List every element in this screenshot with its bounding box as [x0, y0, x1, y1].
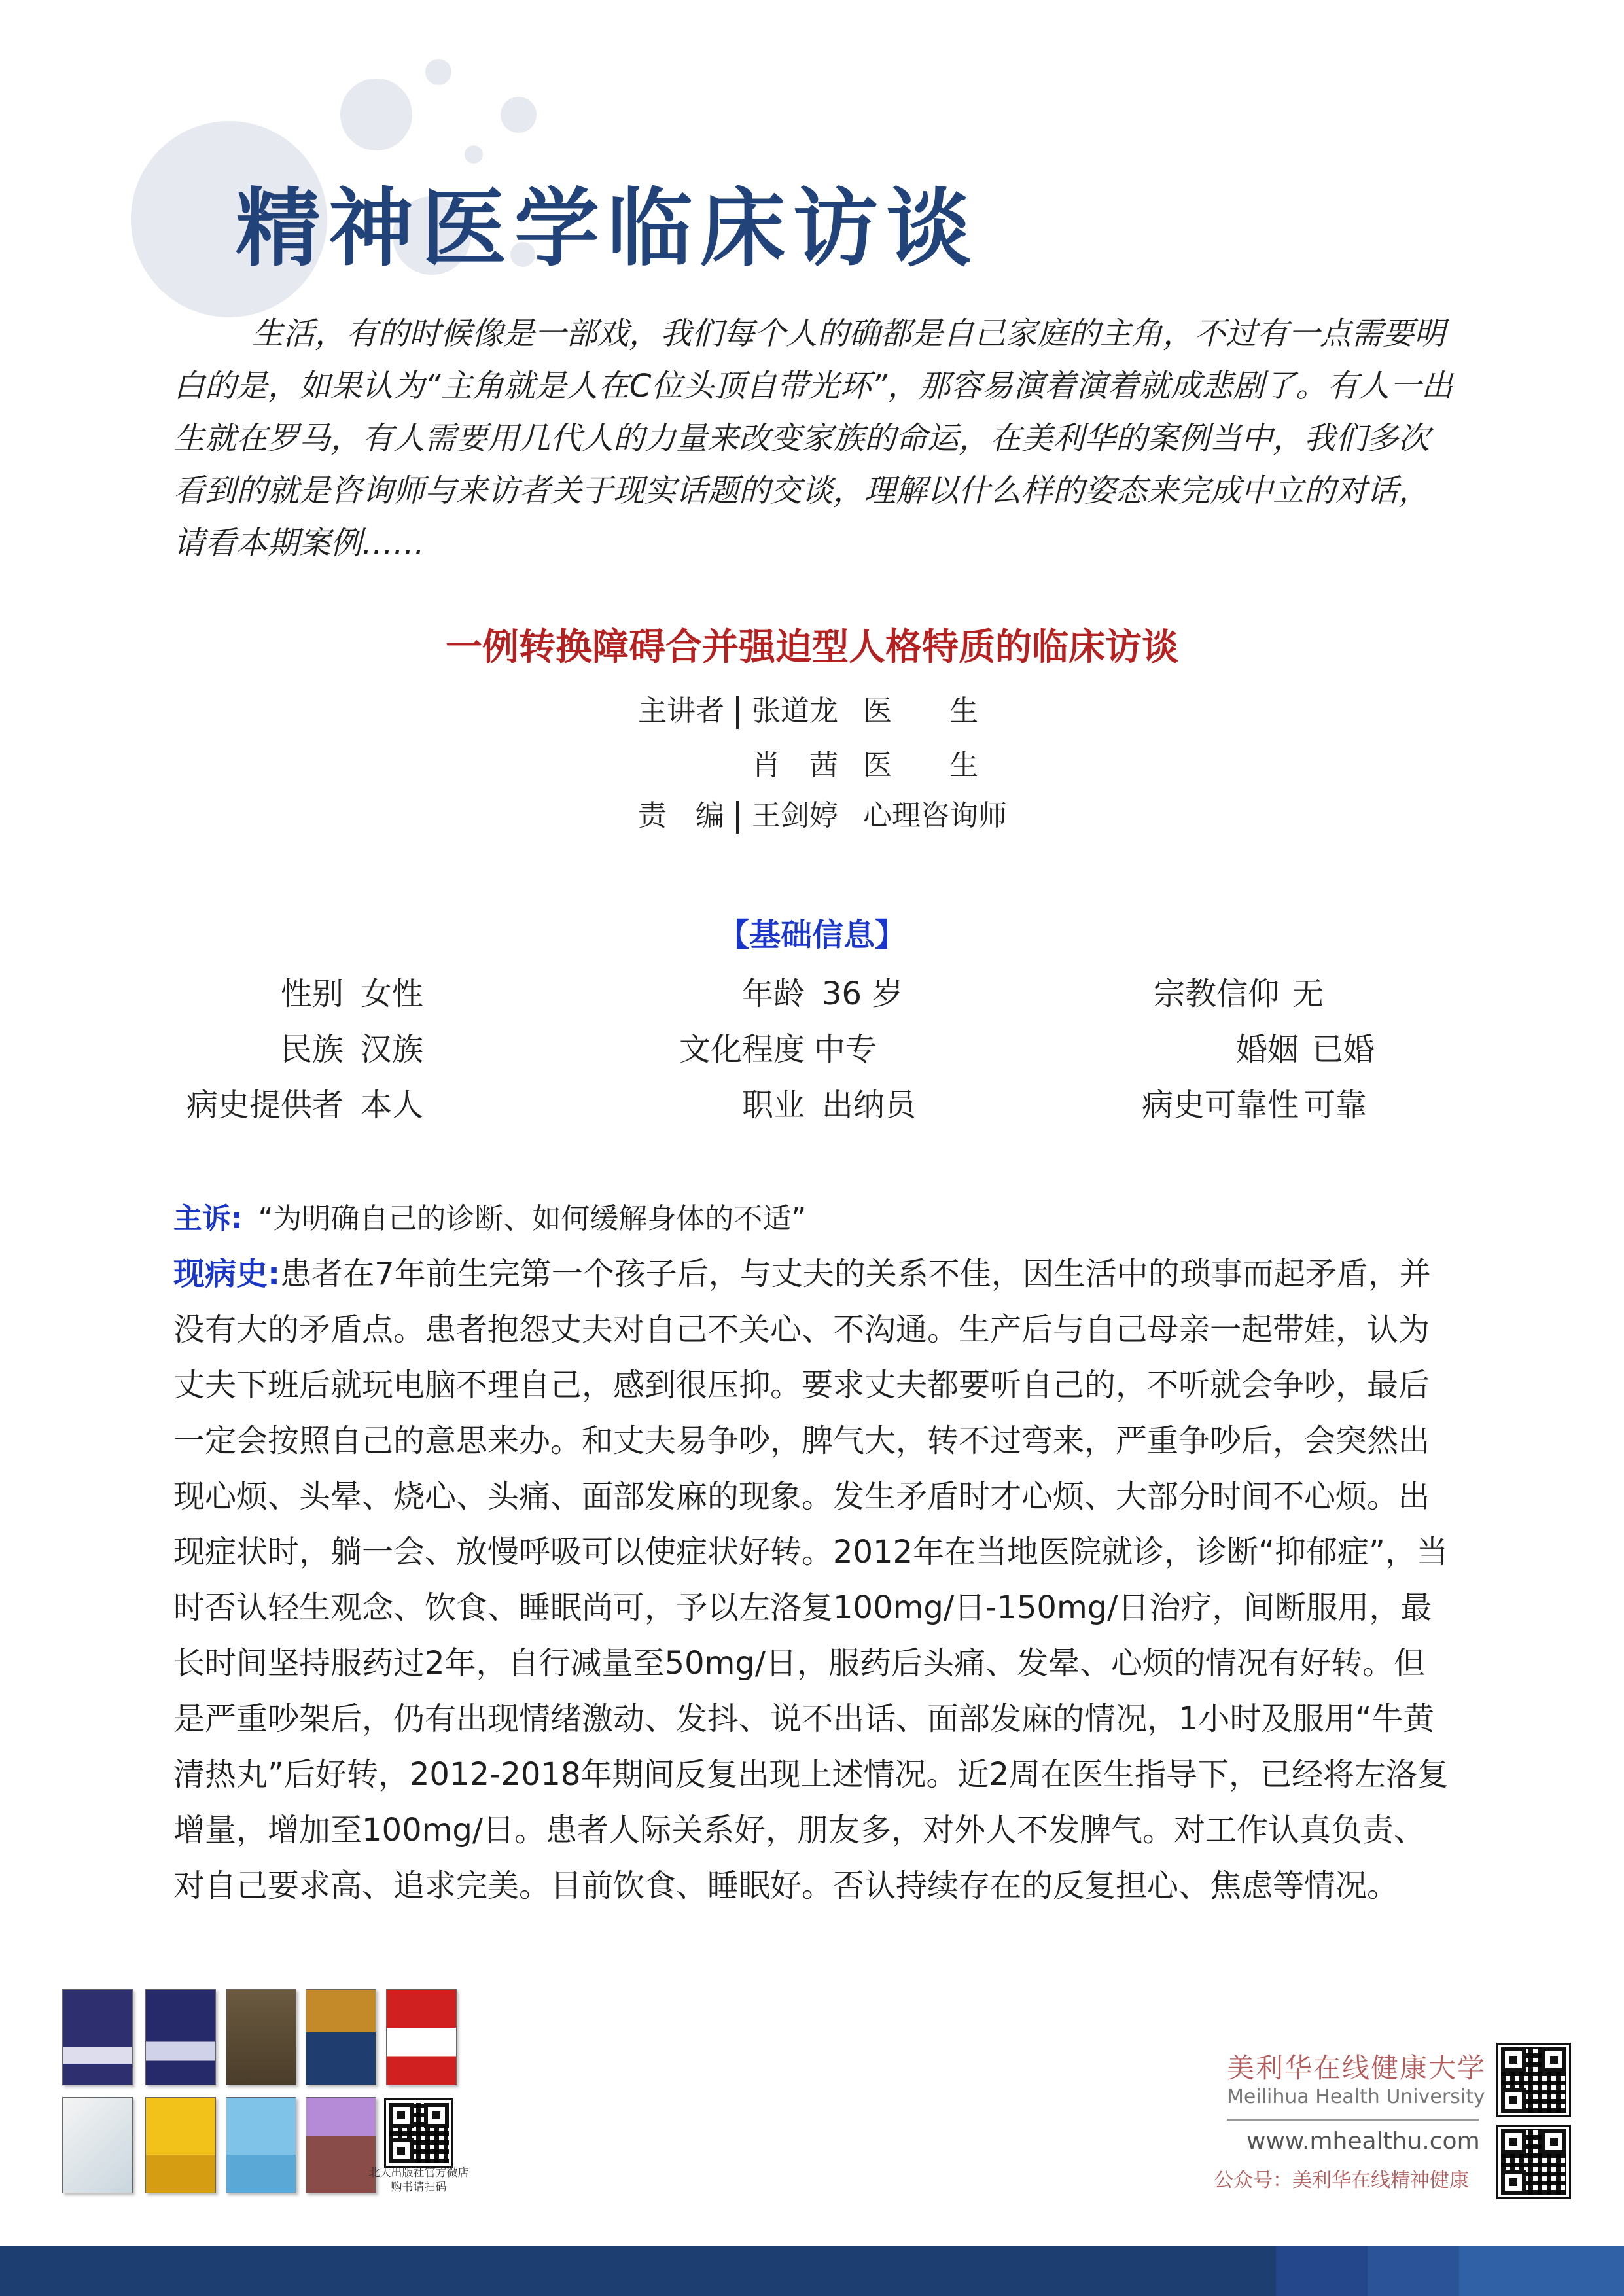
complaint-text: “为明确自己的诊断、如何缓解身体的不适” [258, 1202, 807, 1235]
qr-caption [366, 2166, 471, 2195]
info-label: 职业 [741, 1087, 805, 1123]
intro-paragraph [173, 308, 1456, 569]
info-field [631, 968, 903, 1014]
info-field [1129, 1024, 1375, 1069]
book-cover-dsm5-casebook [226, 1989, 296, 2085]
info-value: 36 岁 [822, 976, 904, 1012]
info-label: 婚姻 [1235, 1031, 1299, 1068]
info-value: 可靠 [1304, 1087, 1368, 1123]
book-cover-dsm5 [62, 1989, 133, 2085]
credit-divider [736, 801, 739, 834]
wechat-qr-code[interactable] [1498, 2127, 1569, 2197]
credit-name: 王剑婷 [752, 799, 838, 832]
qr-eye [1542, 2129, 1566, 2154]
info-value: 出纳员 [822, 1087, 917, 1123]
book-cover-clinical [386, 1989, 457, 2085]
footer-band-segment [1368, 2246, 1459, 2296]
brand-url-link[interactable]: www.mhealthu.com [1246, 2128, 1480, 2155]
info-field [173, 1080, 423, 1125]
brand-public-account: 公众号：美利华在线精神健康 [1214, 2169, 1469, 2192]
decor-bubble [501, 97, 537, 133]
complaint-label: 主诉: [173, 1202, 243, 1235]
qr-eye [1501, 2047, 1526, 2072]
credit-title: 心理咨询师 [863, 799, 1007, 832]
credit-row [638, 741, 978, 783]
info-label: 病史提供者 [186, 1087, 344, 1123]
credit-divider [736, 696, 739, 729]
info-field [1129, 1080, 1367, 1125]
book-cover-counseling-1 [145, 2097, 216, 2193]
info-field [173, 968, 423, 1014]
decor-bubble [340, 79, 412, 150]
qr-eye [1501, 2088, 1526, 2113]
qr-caption-line: 购书请扫码 [391, 2181, 447, 2194]
info-value: 无 [1292, 976, 1324, 1012]
qr-caption-line: 北大出版社官方微店 [368, 2166, 469, 2180]
qr-eye [1542, 2047, 1566, 2072]
present-history [173, 1246, 1456, 1914]
basic-info-heading: 【基础信息】 [717, 917, 906, 953]
history-label: 现病史: [173, 1256, 281, 1292]
qr-eye [1501, 2170, 1526, 2195]
book-cover-dsm5-guide [145, 1989, 216, 2085]
book-cover-counseling-3 [306, 2097, 376, 2193]
case-body [173, 1191, 1456, 1914]
info-label: 宗教信仰 [1153, 976, 1279, 1012]
credit-name: 肖 茜 [752, 749, 838, 782]
info-value: 已婚 [1312, 1031, 1375, 1068]
info-value: 中专 [814, 1031, 877, 1068]
info-value: 汉族 [361, 1031, 424, 1068]
bookstore-qr-code[interactable] [386, 2100, 451, 2166]
book-cover-psychology [62, 2097, 133, 2193]
credit-row [638, 792, 1007, 834]
brand-divider [1227, 2119, 1479, 2121]
credit-role: 主讲者 [638, 694, 724, 728]
footer-band-segment [1459, 2246, 1624, 2296]
qr-eye [1501, 2129, 1526, 2154]
info-label: 性别 [280, 976, 344, 1012]
credit-role: 责 编 [638, 799, 724, 832]
chief-complaint [173, 1191, 1456, 1246]
qr-eye [389, 2103, 414, 2128]
book-cover-counseling-2 [226, 2097, 296, 2193]
info-label: 病史可靠性 [1141, 1087, 1299, 1123]
history-text: 患者在7年前生完第一个孩子后，与丈夫的关系不佳，因生活中的琐事而起矛盾，并没有大的矛盾点。患者抱怨丈夫对自己不关心、不沟通。生产后与自己母亲一起带娃，认为丈夫下班后就玩电脑不理自己，感到很压抑。要求丈夫都要听自己的，不听就会争吵，最后一定会按照自己的意思来办。和丈夫易争吵，脾气大，转不过弯来，严重争吵后，会突然出现心烦、头晕、烧心、头痛、面部发麻的现象。发生矛盾时才心烦、大部分时间不心烦。出现症状时，躺一会、放慢呼吸可以使症状好转。2012年在当地医院就诊，诊断“抑郁症”，当时否认轻生观念、饮食、睡眠尚可，予以左洛复100mg/日-150mg/日治疗，间断服用，最长时间坚持服药过2年，自行减量至50mg/日，服药后头痛、发晕、心烦的情况有好转。但是严重吵架后，仍有出现情绪激动、发抖、说不出话、面部发麻的情况，1小时及服用“牛黄清热丸”后好转，2012-2018年期间反复出现上述情况。近2周在医生指导下，已经将左洛复增量，增加至100mg/日。患者人际关系好，朋友多，对外人不发脾气。对工作认真负责、对自己要求高、追求完美。目前饮食、睡眠好。否认持续存在的反复担心、焦虑等情况。 [173, 1256, 1449, 1904]
credit-row [638, 687, 978, 729]
credit-title: 医 生 [863, 749, 978, 782]
info-field [631, 1080, 916, 1125]
info-field [631, 1024, 877, 1069]
brand-name-cn: 美利华在线健康大学 [1227, 2052, 1487, 2084]
info-label: 文化程度 [679, 1031, 805, 1068]
info-label: 年龄 [741, 976, 805, 1012]
info-field [173, 1024, 423, 1069]
footer-band [0, 2246, 1624, 2296]
book-cover-psychiatry [306, 1989, 376, 2085]
info-value: 女性 [361, 976, 424, 1012]
decor-bubble [425, 59, 451, 85]
info-value: 本人 [361, 1087, 424, 1123]
qr-eye [389, 2138, 414, 2163]
page-title: 精神医学临床访谈 [236, 179, 980, 278]
footer-band-segment [1276, 2246, 1368, 2296]
info-label: 民族 [280, 1031, 344, 1068]
intro-text: 生活，有的时候像是一部戏，我们每个人的确都是自己家庭的主角，不过有一点需要明白的是，如果认为“主角就是人在C位头顶自带光环”，那容易演着演着就成悲剧了。有人一出生就在罗马，有人需要用几代人的力量来改变家族的命运，在美利华的案例当中，我们多次看到的就是咨询师与来访者关于现实话题的交谈，理解以什么样的姿态来完成中立的对话，请看本期案例…… [173, 315, 1453, 561]
info-field [1129, 968, 1324, 1014]
case-title: 一例转换障碍合并强迫型人格特质的临床访谈 [446, 626, 1178, 669]
credit-title: 医 生 [863, 694, 978, 728]
qr-eye [424, 2103, 449, 2128]
brand-name-en: Meilihua Health University [1227, 2085, 1485, 2108]
credit-name: 张道龙 [752, 694, 838, 728]
website-qr-code[interactable] [1498, 2045, 1569, 2115]
